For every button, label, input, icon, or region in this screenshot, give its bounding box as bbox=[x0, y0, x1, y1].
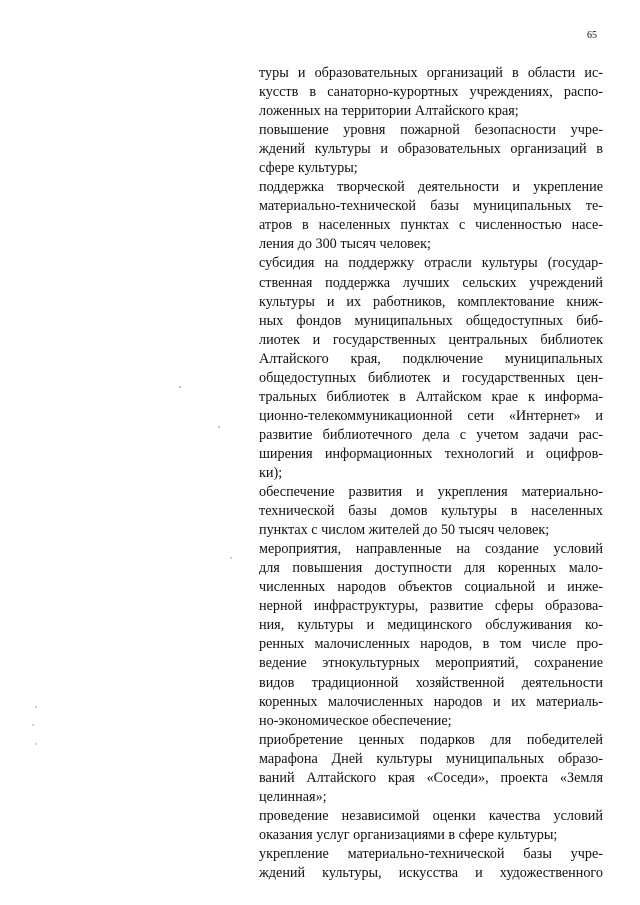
text-line: технической базы домов культуры в населенных bbox=[259, 503, 603, 520]
text-line: но-экономическое обеспечение; bbox=[259, 712, 452, 729]
text-line: ственная поддержка лучших сельских учреждений bbox=[259, 274, 603, 291]
text-line: общедоступных библиотек и государственных цен- bbox=[259, 369, 603, 386]
text-line: ки); bbox=[259, 464, 283, 481]
text-line: туры и образовательных организаций в области ис- bbox=[259, 65, 603, 81]
text-line: материально-технической базы муниципальных те- bbox=[259, 198, 603, 215]
text-line: культуры и их работников, комплектование книж- bbox=[259, 293, 603, 310]
text-line: нерной инфраструктуры, развитие сферы образова- bbox=[259, 598, 603, 615]
text-line: сфере культуры; bbox=[259, 160, 358, 177]
text-line: обеспечение развития и укрепления материально- bbox=[259, 484, 603, 501]
text-line: ления до 300 тысяч человек; bbox=[259, 236, 431, 253]
text-line: ционно-телекоммуникационной сети «Интернет» и bbox=[259, 407, 603, 424]
text-line: ваний Алтайского края «Соседи», проекта «Земля bbox=[259, 769, 603, 786]
text-line: повышение уровня пожарной безопасности учре- bbox=[259, 122, 603, 139]
text-line: ложенных на территории Алтайского края; bbox=[259, 103, 519, 120]
document-text-block bbox=[259, 64, 603, 883]
text-line: ренных малочисленных народов, в том числе про- bbox=[259, 636, 603, 653]
text-line: мероприятия, направленные на создание условий bbox=[259, 541, 603, 558]
text-line: ширения информационных технологий и оцифров- bbox=[259, 445, 603, 462]
text-line: лиотек и государственных центральных библиотек bbox=[259, 331, 603, 348]
text-line: Алтайского края, подключение муниципальных bbox=[259, 350, 603, 367]
text-line: поддержка творческой деятельности и укрепление bbox=[259, 179, 603, 196]
text-line: численных народов объектов социальной и инже- bbox=[259, 579, 603, 596]
text-line: целинная»; bbox=[259, 788, 327, 805]
text-line: атров в населенных пунктах с численностью насе- bbox=[259, 217, 603, 234]
page-number: 65 bbox=[587, 30, 597, 41]
text-line: коренных малочисленных народов и их материаль- bbox=[259, 693, 603, 710]
text-line: оказания услуг организациями в сфере культуры; bbox=[259, 826, 558, 843]
text-line: субсидия на поддержку отрасли культуры (государ- bbox=[259, 255, 603, 272]
text-line: развитие библиотечного дела с учетом задачи рас- bbox=[259, 426, 603, 443]
text-line: марафона Дней культуры муниципальных образо- bbox=[259, 750, 603, 767]
text-line: ждений культуры и образовательных организаций в bbox=[259, 141, 603, 158]
text-line: видов традиционной хозяйственной деятельности bbox=[259, 674, 603, 691]
text-line: тральных библиотек в Алтайском крае к информа- bbox=[259, 388, 603, 405]
text-line: укрепление материально-технической базы учре- bbox=[259, 845, 603, 862]
text-line: ных фондов муниципальных общедоступных биб- bbox=[259, 312, 603, 329]
text-line: пунктах с числом жителей до 50 тысяч человек; bbox=[259, 522, 550, 539]
text-line: для повышения доступности для коренных мало- bbox=[259, 560, 603, 577]
text-line: проведение независимой оценки качества условий bbox=[259, 807, 603, 824]
text-line: приобретение ценных подарков для победителей bbox=[259, 731, 603, 748]
text-line: ния, культуры и медицинского обслуживания ко- bbox=[259, 617, 603, 634]
text-line: кусств в санаторно-курортных учреждениях, распо- bbox=[259, 84, 603, 101]
text-line: ведение этнокультурных мероприятий, сохранение bbox=[259, 655, 603, 672]
text-line: ждений культуры, искусства и художественного bbox=[259, 864, 603, 881]
